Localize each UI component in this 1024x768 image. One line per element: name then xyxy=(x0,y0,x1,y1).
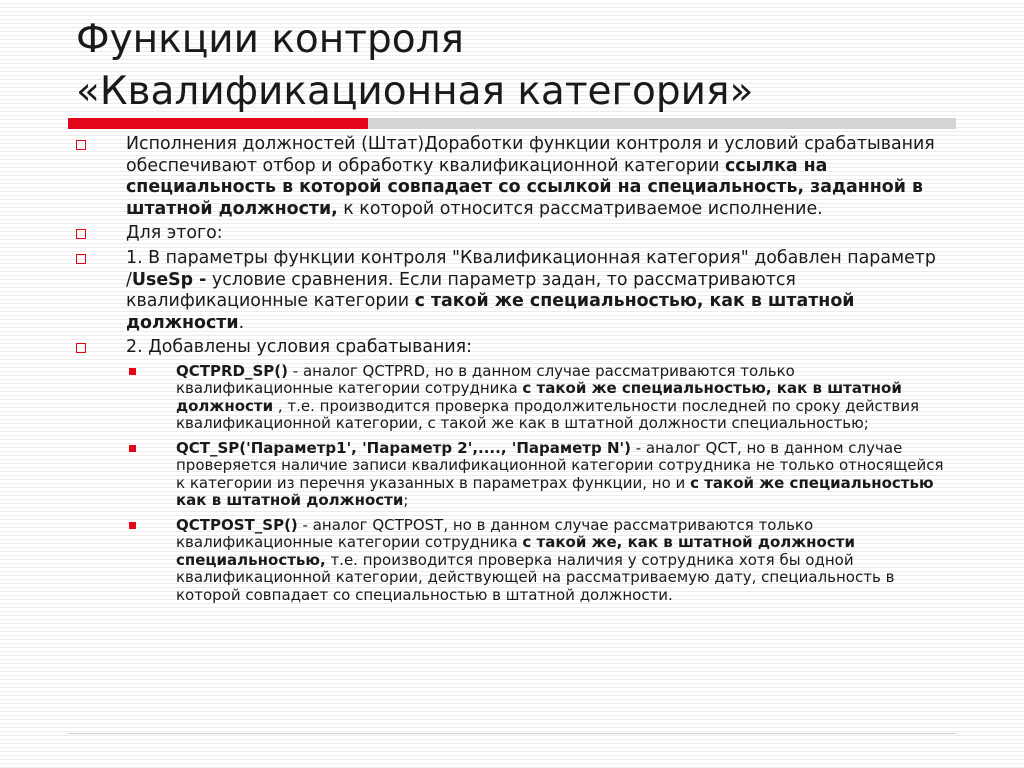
hollow-square-bullet-icon xyxy=(76,140,86,150)
slide-title-line-2: «Квалификационная категория» xyxy=(76,69,754,114)
filled-square-bullet-icon xyxy=(129,368,136,375)
bullet-item-1 xyxy=(74,134,954,220)
slide-title-line-1: Функции контроля xyxy=(76,17,464,62)
sub-1-text-end: , т.е. производится проверка продолжительности последней по сроку действия квалификационной категории, с такой же как в штатной должности специальностью; xyxy=(176,396,920,433)
footer-divider xyxy=(68,733,956,734)
bullet-item-3 xyxy=(74,248,954,334)
sub-1-bold: с такой же специальностью, как в штатной должности xyxy=(176,379,902,415)
bullet-3-param: UseSp - xyxy=(131,269,207,290)
hollow-square-bullet-icon xyxy=(76,254,86,264)
bullet-2-text: Для этого: xyxy=(126,223,223,244)
slide-body xyxy=(74,134,954,611)
sub-bullet-item-3 xyxy=(74,517,954,605)
bullet-3-text-end: . xyxy=(238,312,245,333)
title-underline-gray xyxy=(368,118,956,129)
sub-2-text: - аналог QCT, но в данном случае проверяется наличие записи квалификационной категории сотрудника не только относящейся к категории из перечня указанных в параметрах функции, но и xyxy=(176,438,944,492)
bullet-3-bold: с такой же специальностью, как в штатной должности xyxy=(126,291,855,333)
sub-bullet-list xyxy=(74,363,954,605)
hollow-square-bullet-icon xyxy=(76,229,86,239)
bullet-3-text: 1. В параметры функции контроля "Квалификационная категория" добавлен параметр / xyxy=(126,247,936,290)
slide-title xyxy=(76,14,753,118)
sub-3-text-end: т.е. производится проверка наличия у сотрудника хотя бы одной квалификационной категории, действующей на рассматриваемую дату, специальность в которой совпадает со специальностью в штатной должности. xyxy=(176,550,895,604)
sub-2-text-end: ; xyxy=(403,491,409,510)
sub-3-text: - аналог QCTPOST, но в данном случае рассматриваются только квалификационные категории сотрудника xyxy=(176,515,814,552)
sub-1-function: QCTPRD_SP() xyxy=(176,361,288,380)
sub-bullet-item-1 xyxy=(74,363,954,433)
sub-3-function: QCTPOST_SP() xyxy=(176,515,298,534)
sub-3-bold: с такой же, как в штатной должности специальностью, xyxy=(176,533,855,569)
filled-square-bullet-icon xyxy=(129,522,136,529)
bullet-1-text: Исполнения должностей (Штат)Доработки функции контроля и условий срабатывания обеспечивают отбор и обработку квалификационной категории xyxy=(126,134,935,176)
bullet-4-text: 2. Добавлены условия срабатывания: xyxy=(126,337,472,358)
title-underline-accent xyxy=(68,118,368,129)
bullet-3-text-mid: условие сравнения. Если параметр задан, то рассматриваются квалификационные категории xyxy=(126,269,796,312)
sub-1-text: - аналог QCTPRD, но в данном случае рассматриваются только квалификационные категории сотрудника xyxy=(176,361,795,398)
sub-2-function: QCT_SP('Параметр1', 'Параметр 2',...., 'Параметр N') xyxy=(176,438,631,457)
sub-2-bold: с такой же специальностью как в штатной должности xyxy=(176,473,934,510)
bullet-item-4 xyxy=(74,337,954,359)
filled-square-bullet-icon xyxy=(129,445,136,452)
bullet-1-bold: ссылка на специальность в которой совпадает со ссылкой на специальность, заданной в штатной должности, xyxy=(126,155,923,219)
sub-bullet-item-2 xyxy=(74,440,954,510)
hollow-square-bullet-icon xyxy=(76,343,86,353)
bullet-1-text-end: к которой относится рассматриваемое исполнение. xyxy=(337,198,823,219)
bullet-item-2 xyxy=(74,223,954,245)
